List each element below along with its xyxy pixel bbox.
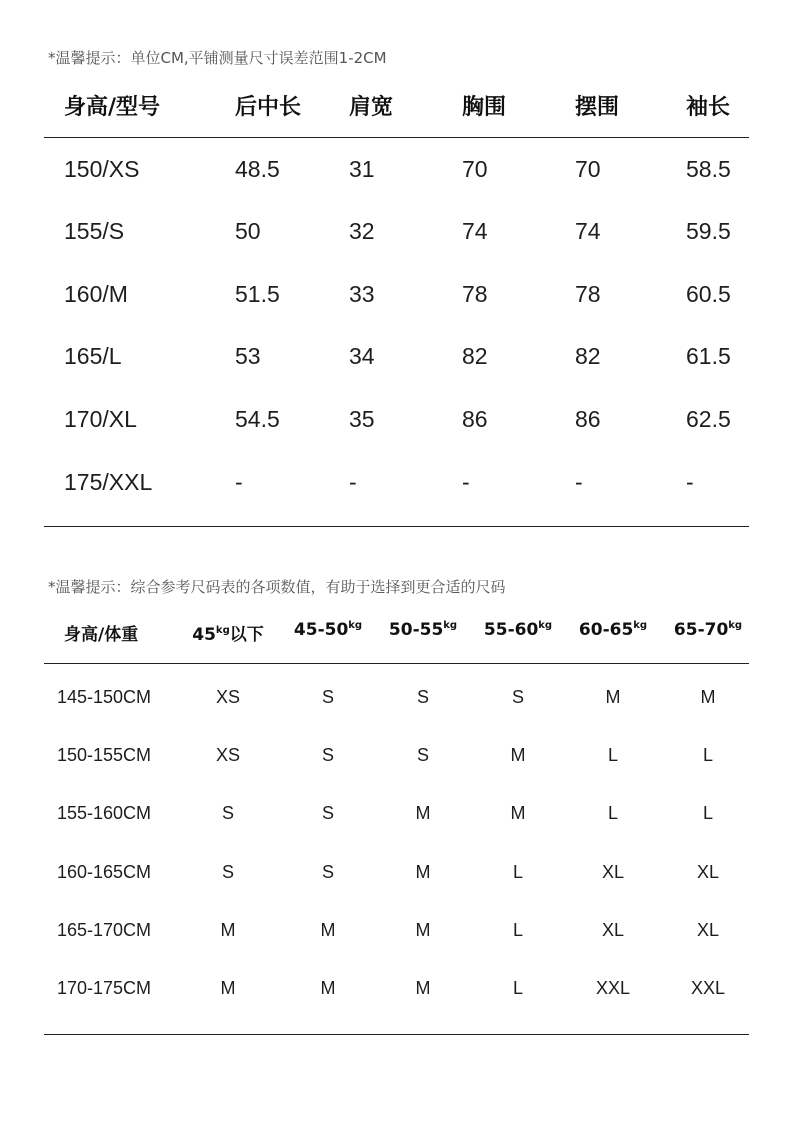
table-row (0, 469, 790, 509)
size-cell: XXL (690, 978, 726, 998)
size-cell: L (512, 978, 523, 998)
sleeve-length-cell: 60.5 (686, 281, 731, 307)
size-cell: M (510, 803, 526, 823)
height-range-cell: 155-160CM (57, 803, 152, 823)
size-cell: M (320, 978, 336, 998)
size-cell: S (321, 745, 334, 765)
size-table-header (0, 90, 790, 130)
table-row (0, 687, 790, 717)
size-cell: 155/S (64, 218, 125, 244)
reference-table-header (0, 620, 790, 650)
chest-cell: 70 (462, 156, 488, 182)
size-cell: XL (601, 862, 625, 882)
size-cell: 175/XXL (64, 469, 153, 495)
shoulder-width-cell: 33 (349, 281, 375, 307)
back-length-cell: 51.5 (235, 281, 280, 307)
chest-cell: 74 (462, 218, 488, 244)
sleeve-length-cell: 61.5 (686, 343, 731, 369)
size-cell: L (607, 803, 618, 823)
size-cell: M (415, 978, 431, 998)
size-cell: L (702, 745, 713, 765)
size-cell: XXL (595, 978, 631, 998)
height-range-cell: 160-165CM (57, 862, 152, 882)
header-weight-range: $45-50^{kg}$ (293, 620, 363, 640)
chest-cell: - (462, 469, 470, 495)
size-table-bottom-divider (44, 526, 749, 527)
table-row (0, 156, 790, 196)
header-hem: 摆围 (575, 95, 620, 120)
table-row (0, 978, 790, 1008)
size-cell: S (221, 803, 234, 823)
size-cell: M (415, 803, 431, 823)
back-length-cell: 50 (235, 218, 261, 244)
size-cell: M (510, 745, 526, 765)
sleeve-length-cell: - (686, 469, 694, 495)
reference-table-header-divider (44, 663, 749, 664)
back-length-cell: 54.5 (235, 406, 280, 432)
height-range-cell: 170-175CM (57, 978, 152, 998)
chest-cell: 86 (462, 406, 488, 432)
sleeve-length-cell: 59.5 (686, 218, 731, 244)
hem-cell: 70 (575, 156, 601, 182)
size-cell: S (321, 687, 334, 707)
table-row (0, 862, 790, 892)
size-cell: S (416, 745, 429, 765)
size-cell: L (702, 803, 713, 823)
size-cell: S (321, 862, 334, 882)
size-cell: L (607, 745, 618, 765)
reference-table-bottom-divider (44, 1034, 749, 1035)
table-row (0, 920, 790, 950)
shoulder-width-cell: - (349, 469, 357, 495)
height-range-cell: 165-170CM (57, 920, 152, 940)
hem-cell: 78 (575, 281, 601, 307)
table-row (0, 281, 790, 321)
shoulder-width-cell: 31 (349, 156, 375, 182)
size-cell: L (512, 862, 523, 882)
size-table-header-divider (44, 137, 749, 138)
header-weight-range: $60-65^{kg}$ (578, 620, 648, 640)
size-cell: M (220, 978, 236, 998)
header-back-length: 后中长 (235, 95, 302, 120)
hem-cell: 82 (575, 343, 601, 369)
header-sleeve-length: 袖长 (686, 95, 731, 120)
back-length-cell: - (235, 469, 243, 495)
size-cell: L (512, 920, 523, 940)
size-cell: 150/XS (64, 156, 140, 182)
hem-cell: - (575, 469, 583, 495)
header-shoulder-width: 肩宽 (349, 95, 394, 120)
size-cell: S (511, 687, 524, 707)
size-cell: M (700, 687, 716, 707)
reference-table-note: *温馨提示：综合参考尺码表的各项数值，有助于选择到更合适的尺码 (48, 578, 506, 596)
size-cell: M (320, 920, 336, 940)
size-cell: 165/L (64, 343, 122, 369)
hem-cell: 86 (575, 406, 601, 432)
shoulder-width-cell: 35 (349, 406, 375, 432)
height-range-cell: 150-155CM (57, 745, 152, 765)
sleeve-length-cell: 62.5 (686, 406, 731, 432)
size-cell: 160/M (64, 281, 128, 307)
size-cell: S (416, 687, 429, 707)
header-chest: 胸围 (462, 95, 507, 120)
header-weight-range: $65-70^{kg}$ (673, 620, 743, 640)
back-length-cell: 53 (235, 343, 261, 369)
table-row (0, 745, 790, 775)
hem-cell: 74 (575, 218, 601, 244)
size-cell: M (415, 862, 431, 882)
chest-cell: 82 (462, 343, 488, 369)
size-cell: S (221, 862, 234, 882)
header-weight-range: $45^{kg}$以下 (192, 625, 264, 645)
size-cell: S (321, 803, 334, 823)
header-height-size: 身高/型号 (64, 95, 161, 120)
shoulder-width-cell: 34 (349, 343, 375, 369)
table-row (0, 343, 790, 383)
header-height-weight: 身高/体重 (64, 625, 139, 645)
chest-cell: 78 (462, 281, 488, 307)
table-row (0, 406, 790, 446)
size-cell: M (605, 687, 621, 707)
size-cell: M (220, 920, 236, 940)
header-weight-range: $55-60^{kg}$ (483, 620, 553, 640)
table-row (0, 803, 790, 833)
size-cell: XL (601, 920, 625, 940)
size-cell: XL (696, 920, 720, 940)
size-cell: XL (696, 862, 720, 882)
size-cell: XS (215, 745, 240, 765)
sleeve-length-cell: 58.5 (686, 156, 731, 182)
shoulder-width-cell: 32 (349, 218, 375, 244)
size-table-note: *温馨提示：单位CM,平铺测量尺寸误差范围1-2CM (48, 49, 387, 67)
header-weight-range: $50-55^{kg}$ (388, 620, 458, 640)
size-cell: XS (215, 687, 240, 707)
back-length-cell: 48.5 (235, 156, 280, 182)
height-range-cell: 145-150CM (57, 687, 152, 707)
table-row (0, 218, 790, 258)
size-cell: M (415, 920, 431, 940)
size-cell: 170/XL (64, 406, 137, 432)
